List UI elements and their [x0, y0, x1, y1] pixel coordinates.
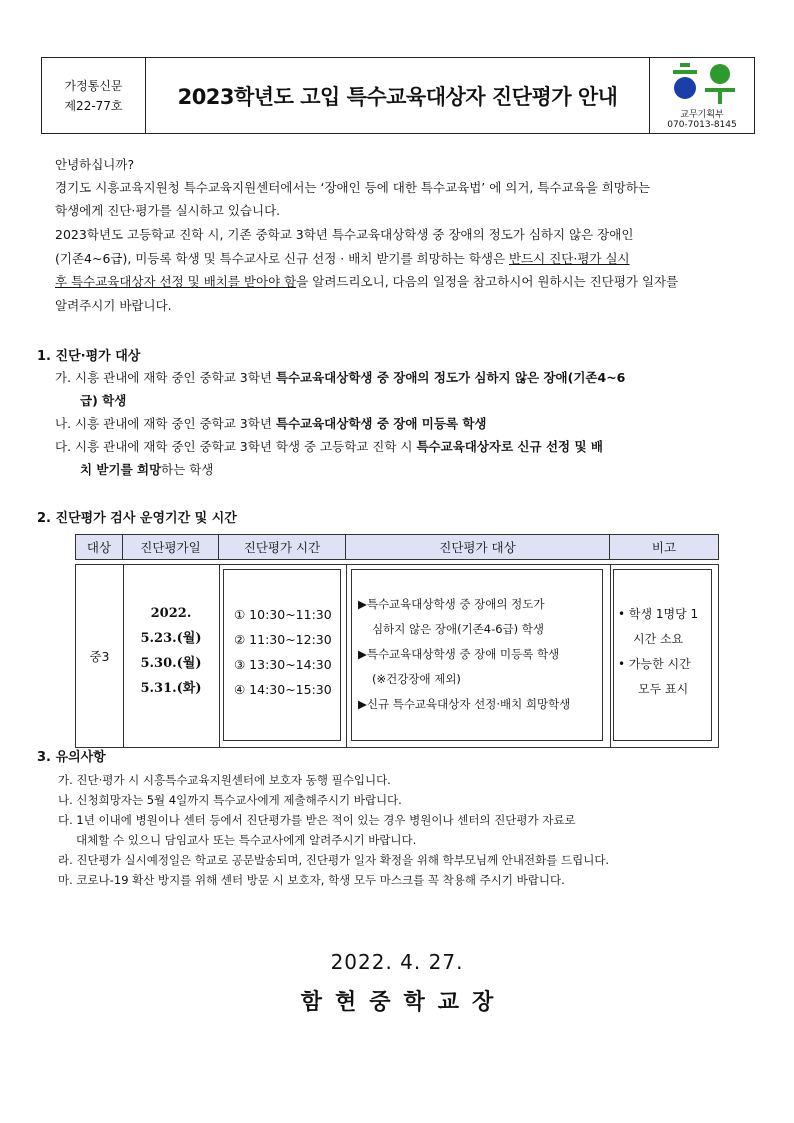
issue-date: 2022. 4. 27.: [330, 950, 464, 974]
table-row: [75, 564, 719, 748]
section-3-heading: 3. 유의사항: [37, 750, 106, 765]
item-na-emphasis: 특수교육대상학생 중 장애 미등록 학생: [275, 416, 487, 431]
time-slot-3: ③ 13:30~14:30: [234, 657, 332, 672]
caution-item: 라. 진단평가 실시예정일은 학교로 공문발송되며, 진단평가 일자 확정을 위해 학부모님께 안내전화를 드립니다.: [58, 853, 610, 867]
cell-target: 중3: [76, 565, 124, 747]
intro-line-4-text: (기존4~6급), 미등록 학생 및 특수교사로 신규 선정 · 배치 받기를 희망하는 학생은: [55, 251, 510, 266]
greeting: 안녕하십니까?: [55, 157, 135, 172]
department-name: 교무기획부: [680, 110, 724, 120]
section-1-item-da-cont: [80, 460, 213, 480]
section-1-heading: 1. 진단·평가 대상: [37, 349, 141, 364]
department-phone: 070-7013-8145: [667, 120, 737, 130]
note-1-cont: 시간 소요: [633, 632, 684, 646]
intro-line-4: [55, 249, 630, 269]
time-slot-4: ④ 14:30~15:30: [234, 682, 332, 697]
item-da-cont-emphasis: 치 받기를 희망: [80, 462, 162, 477]
note-1: • 학생 1명당 1: [618, 607, 699, 621]
section-1-item-da: [55, 437, 603, 457]
caution-item: 다. 1년 이내에 병원이나 센터 등에서 진단평가를 받은 적이 있는 경우 병원이나 센터의 진단평가 자료로: [58, 813, 576, 827]
intro-line-5-text: 을 알려드리오니, 다음의 일정을 참고하시어 원하시는 진단평가 일자를: [296, 274, 679, 289]
eval-targets-box: [351, 569, 603, 741]
eval-target-2: ▶특수교육대상학생 중 장애 미등록 학생: [358, 647, 560, 661]
col-header-note: 비고: [609, 534, 719, 560]
newsletter-info: [42, 58, 146, 133]
caution-list: [58, 770, 609, 890]
note-2-cont: 모두 표시: [638, 682, 689, 696]
cell-notes: [610, 565, 720, 747]
caution-item: 나. 신청희망자는 5월 4일까지 특수교사에게 제출해주시기 바랍니다.: [58, 793, 402, 807]
school-logo: [650, 58, 754, 133]
date-2: 5.30.(월): [140, 656, 202, 671]
cell-eval-targets: [346, 565, 611, 747]
item-ga-emphasis: 특수교육대상학생 중 장애의 정도가 심하지 않은 장애(기존4~6: [275, 370, 626, 385]
notes-box: [613, 569, 712, 741]
note-2: • 가능한 시간: [618, 657, 691, 671]
caution-item-cont: 대체할 수 있으니 담임교사 또는 특수교사에게 알려주시기 바랍니다.: [76, 833, 417, 847]
intro-line-5: [55, 272, 678, 292]
newsletter-type: 가정통신문: [64, 78, 123, 93]
caution-item: 마. 코로나-19 확산 방지를 위해 센터 방문 시 보호자, 학생 모두 마스크를 꼭 착용해 주시기 바랍니다.: [58, 873, 565, 887]
cell-times: [219, 565, 347, 747]
item-da-emphasis: 특수교육대상자로 신규 선정 및 배: [416, 439, 603, 454]
school-emblem-icon: [650, 60, 754, 110]
col-header-target: 대상: [75, 534, 123, 560]
date-year: 2022.: [150, 606, 192, 621]
item-da-cont-text: 하는 학생: [161, 462, 214, 477]
time-slot-1: ① 10:30~11:30: [234, 607, 332, 622]
item-ga-text: 가. 시흥 관내에 재학 중인 중학교 3학년: [55, 370, 276, 385]
time-slot-2: ② 11:30~12:30: [234, 632, 332, 647]
col-header-eval-target: 진단평가 대상: [345, 534, 610, 560]
intro-line-6: 알려주시기 바랍니다.: [55, 298, 172, 313]
col-header-time: 진단평가 시간: [218, 534, 346, 560]
newsletter-number: 제22-77호: [64, 98, 123, 113]
page-title: 2023학년도 고입 특수교육대상자 진단평가 안내: [146, 58, 650, 133]
item-da-text: 다. 시흥 관내에 재학 중인 중학교 3학년 학생 중 고등학교 진학 시: [55, 439, 417, 454]
intro-line-5-emphasis: 후 특수교육대상자 선정 및 배치를 받아야 함: [55, 274, 297, 289]
section-1-item-ga-cont: 급) 학생: [80, 393, 127, 408]
eval-target-3: ▶신규 특수교육대상자 선정·배치 희망학생: [358, 697, 571, 711]
section-2-heading: 2. 진단평가 검사 운영기간 및 시간: [37, 511, 237, 526]
intro-line-4-emphasis: 반드시 진단·평가 실시: [509, 251, 630, 266]
intro-line-3: 2023학년도 고등학교 진학 시, 기존 중학교 3학년 특수교육대상학생 중 장애의 정도가 심하지 않은 장애인: [55, 227, 634, 242]
item-na-text: 나. 시흥 관내에 재학 중인 중학교 3학년: [55, 416, 276, 431]
section-1-item-na: [55, 414, 486, 434]
eval-target-1: ▶특수교육대상학생 중 장애의 정도가: [358, 597, 545, 611]
intro-line-2: 학생에게 진단·평가를 실시하고 있습니다.: [55, 203, 281, 218]
date-1: 5.23.(월): [140, 631, 202, 646]
cell-dates: [123, 565, 220, 747]
eval-target-1-cont: 심하지 않은 장애(기존4-6급) 학생: [372, 622, 545, 636]
caution-item: 가. 진단·평가 시 시흥특수교육지원센터에 보호자 동행 필수입니다.: [58, 773, 391, 787]
signer: 함현중학교장: [300, 990, 507, 1015]
section-1-item-ga: [55, 368, 625, 388]
date-3: 5.31.(화): [140, 681, 202, 696]
eval-target-2-cont: (※건강장애 제외): [372, 672, 461, 686]
intro-line-1: 경기도 시흥교육지원청 특수교육지원센터에서는 ‘장애인 등에 대한 특수교육법’ 에 의거, 특수교육을 희망하는: [55, 180, 651, 195]
header-box: [41, 57, 755, 134]
times-box: [223, 569, 341, 741]
col-header-date: 진단평가일: [122, 534, 219, 560]
